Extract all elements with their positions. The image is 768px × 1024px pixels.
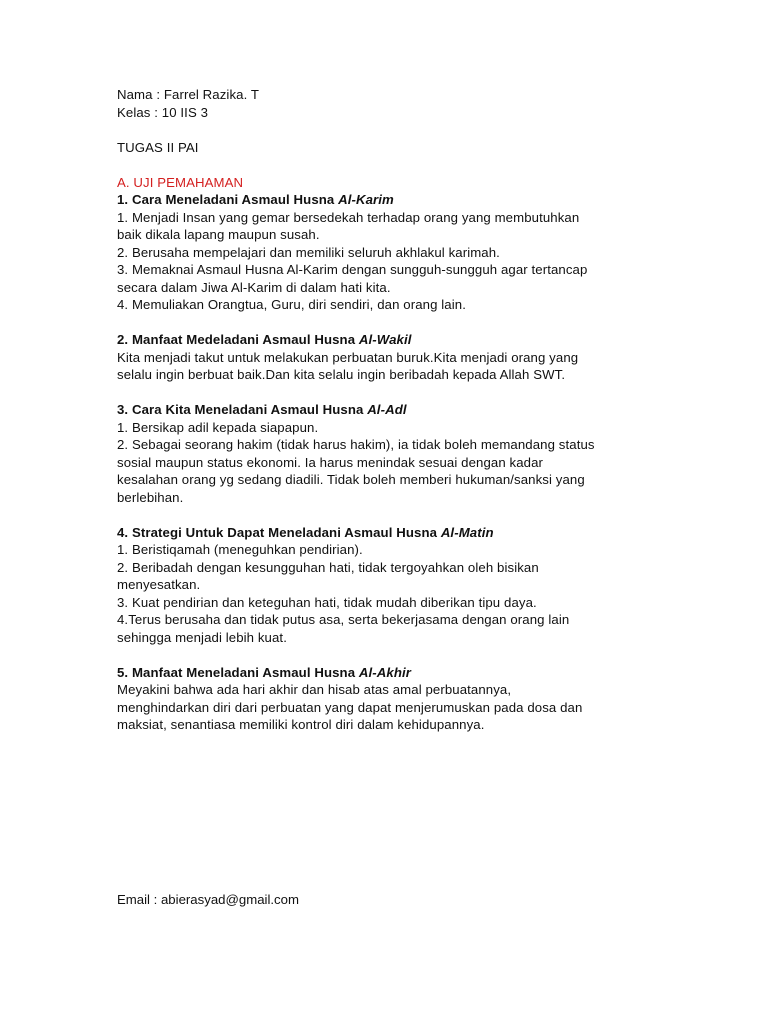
q3-heading-name: Al-Adl: [367, 402, 407, 417]
answer-line: kesalahan orang yg sedang diadili. Tidak boleh memberi hukuman/sanksi yang: [117, 472, 585, 487]
student-class: Kelas : 10 IIS 3: [117, 104, 209, 120]
answer-line: 2. Berusaha mempelajari dan memiliki seluruh akhlakul karimah.: [117, 244, 500, 260]
q5-heading-text: 5. Manfaat Meneladani Asmaul Husna: [117, 664, 359, 680]
answer-line: 4.Terus berusaha dan tidak putus asa, serta bekerjasama dengan orang lain: [117, 612, 570, 627]
q2-heading-text: 2. Manfaat Medeladani Asmaul Husna: [117, 332, 359, 347]
answer-line: secara dalam Jiwa Al-Karim di dalam hati kita.: [117, 279, 391, 295]
footer-email: Email : abierasyad@gmail.com: [117, 892, 299, 907]
q4-heading-text: 4. Strategi Untuk Dapat Meneladani Asmaul Husna: [117, 524, 441, 540]
answer-line: sosial maupun status ekonomi. Ia harus menindak sesuai dengan kadar: [117, 454, 544, 470]
answer-line: 1. Menjadi Insan yang gemar bersedekah terhadap orang yang membutuhkan: [117, 209, 580, 225]
answer-line: selalu ingin berbuat baik.Dan kita selalu ingin beribadah kepada Allah SWT.: [117, 367, 566, 382]
answer-line: 2. Beribadah dengan kesungguhan hati, tidak tergoyahkan oleh bisikan: [117, 559, 539, 575]
q2-answer: [117, 349, 657, 384]
q1-answer: [117, 209, 657, 314]
answer-line: menghindarkan diri dari perbuatan yang dapat menjerumuskan pada dosa dan: [117, 699, 583, 715]
q4-answer: [117, 541, 657, 646]
answer-line: berlebihan.: [117, 489, 184, 505]
answer-line: 1. Beristiqamah (meneguhkan pendirian).: [117, 542, 363, 557]
q1-heading-text: 1. Cara Meneladani Asmaul Husna: [117, 192, 339, 207]
q3-heading-text: 3. Cara Kita Meneladani Asmaul Husna: [117, 402, 368, 417]
document-body: [117, 86, 657, 734]
q5-answer: [117, 681, 657, 734]
answer-line: sehingga menjadi lebih kuat.: [117, 629, 287, 645]
q1-heading: [117, 191, 657, 209]
answer-line: 3. Memaknai Asmaul Husna Al-Karim dengan sungguh-sungguh agar tertancap: [117, 262, 588, 277]
answer-line: menyesatkan.: [117, 577, 201, 592]
q3-answer: [117, 419, 657, 507]
answer-line: 2. Sebagai seorang hakim (tidak harus hakim), ia tidak boleh memandang status: [117, 437, 595, 452]
q3-heading: [117, 401, 657, 419]
answer-line: maksiat, senantiasa memiliki kontrol diri dalam kehidupannya.: [117, 717, 485, 732]
q5-heading: [117, 664, 657, 682]
answer-line: 1. Bersikap adil kepada siapapun.: [117, 419, 319, 435]
answer-line: Kita menjadi takut untuk melakukan perbuatan buruk.Kita menjadi orang yang: [117, 349, 579, 365]
answer-line: baik dikala lapang maupun susah.: [117, 227, 320, 242]
student-name: Nama : Farrel Razika. T: [117, 87, 260, 102]
q1-heading-name: Al-Karim: [338, 192, 394, 207]
q2-heading-name: Al-Wakil: [358, 332, 412, 347]
q4-heading: [117, 524, 657, 542]
q2-heading: [117, 331, 657, 349]
answer-line: 3. Kuat pendirian dan keteguhan hati, tidak mudah diberikan tipu daya.: [117, 594, 537, 610]
q4-heading-name: Al-Matin: [440, 524, 494, 540]
answer-line: 4. Memuliakan Orangtua, Guru, diri sendiri, dan orang lain.: [117, 297, 466, 312]
assignment-title: TUGAS II PAI: [117, 139, 199, 155]
answer-line: Meyakini bahwa ada hari akhir dan hisab atas amal perbuatannya,: [117, 682, 512, 697]
section-a-title: A. UJI PEMAHAMAN: [117, 174, 244, 190]
q5-heading-name: Al-Akhir: [358, 664, 412, 680]
